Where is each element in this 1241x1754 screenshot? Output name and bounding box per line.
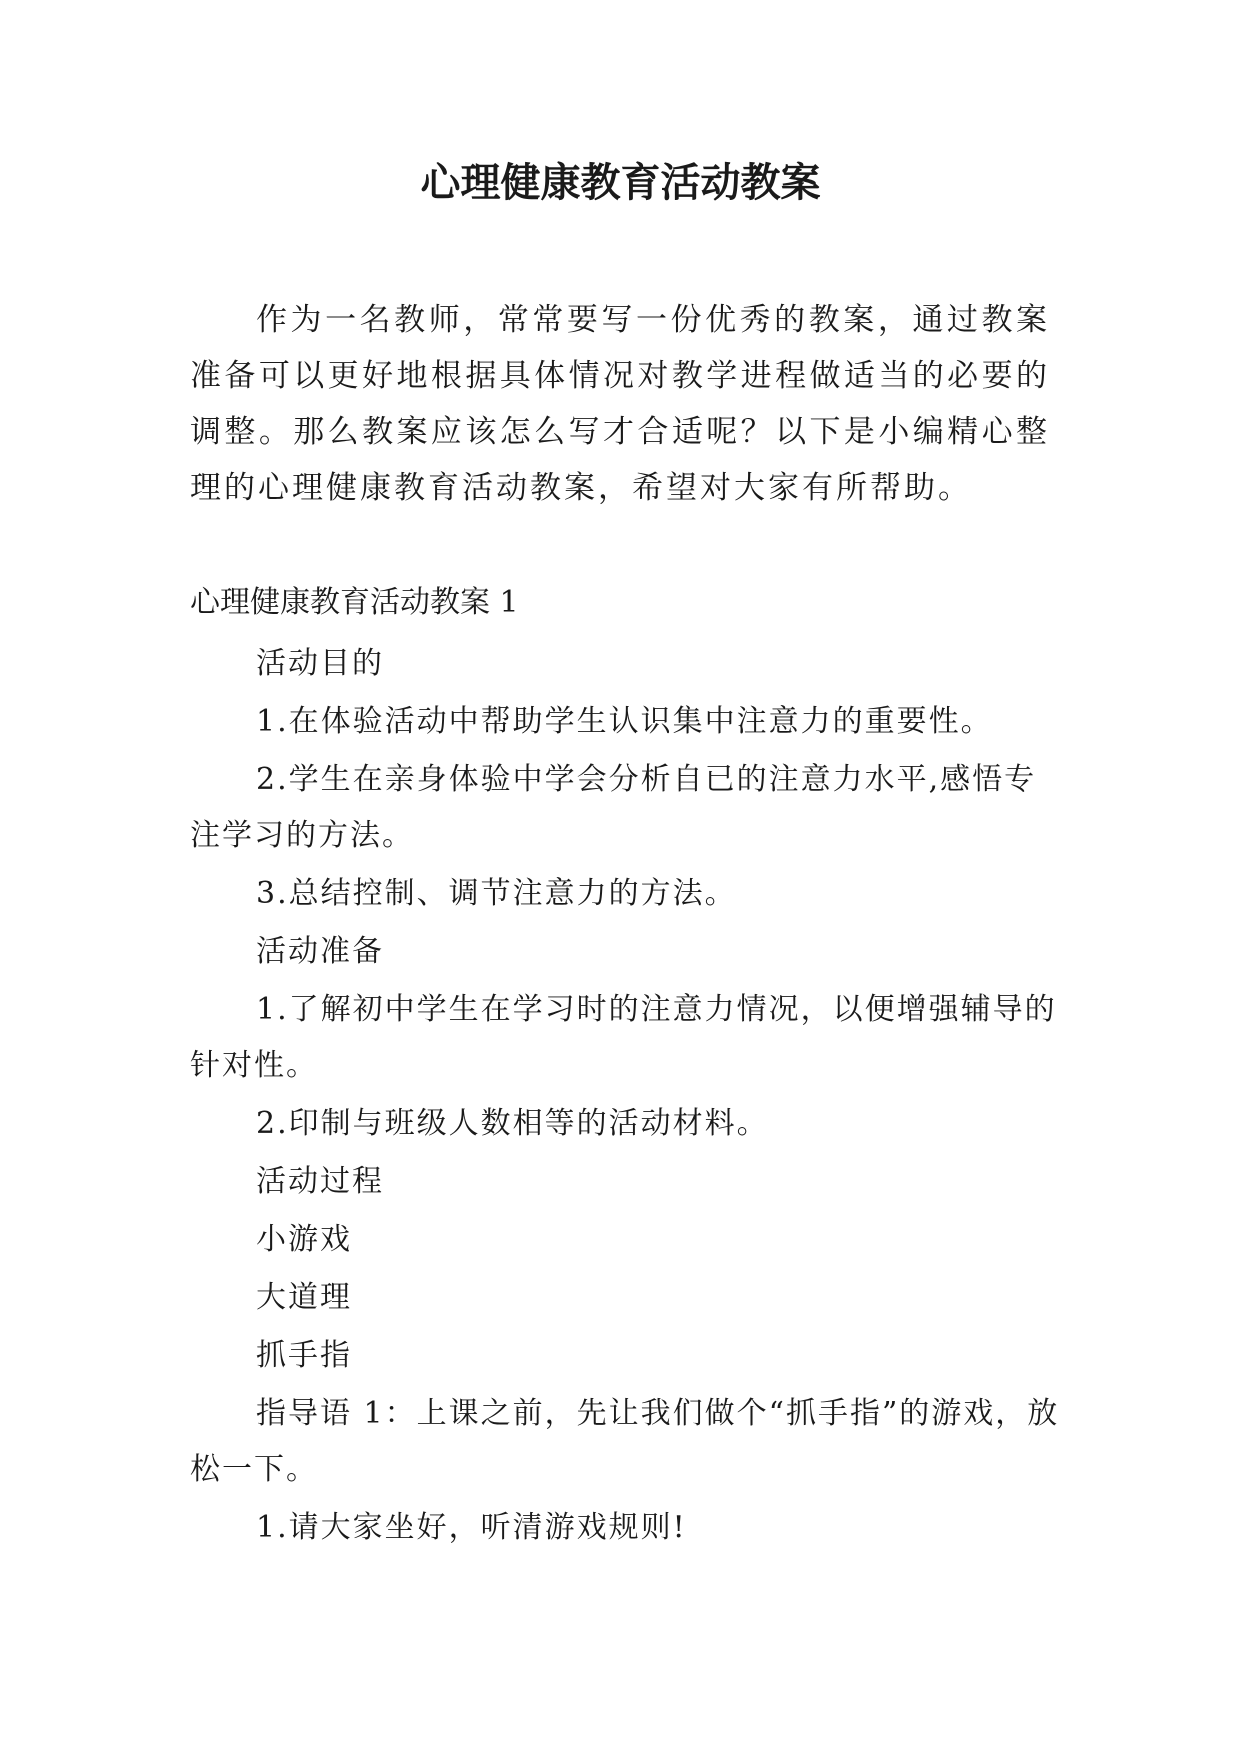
preparation-item-1: 1.了解初中学生在学习时的注意力情况，以便增强辅导的针对性。 — [190, 992, 1057, 1083]
process-line-game: 小游戏 — [256, 1222, 352, 1257]
preparation-item-2: 2.印制与班级人数相等的活动材料。 — [256, 1106, 769, 1141]
rule-item-1: 1.请大家坐好，听清游戏规则! — [256, 1510, 687, 1545]
process-line-principle: 大道理 — [256, 1280, 352, 1315]
document-title: 心理健康教育活动教案 — [420, 160, 821, 206]
guidance-paragraph: 指导语 1：上课之前，先让我们做个“抓手指”的游戏，放松一下。 — [190, 1396, 1060, 1487]
subheading-process: 活动过程 — [256, 1164, 384, 1199]
subheading-objectives: 活动目的 — [256, 646, 384, 681]
section-heading: 心理健康教育活动教案 1 — [190, 585, 519, 620]
objective-item-1: 1.在体验活动中帮助学生认识集中注意力的重要性。 — [256, 704, 993, 739]
objective-item-3: 3.总结控制、调节注意力的方法。 — [256, 876, 737, 911]
subheading-preparation: 活动准备 — [256, 934, 384, 969]
section-body — [190, 636, 1060, 1558]
process-line-catch-finger: 抓手指 — [256, 1338, 352, 1373]
intro-paragraph: 作为一名教师，常常要写一份优秀的教案，通过教案准备可以更好地根据具体情况对教学进程做适当的必要的调整。那么教案应该怎么写才合适呢？以下是小编精心整理的心理健康教育活动教案，希望对大家有所帮助。 — [190, 302, 1050, 506]
objective-item-2: 2.学生在亲身体验中学会分析自已的注意力水平,感悟专注学习的方法。 — [190, 762, 1037, 853]
